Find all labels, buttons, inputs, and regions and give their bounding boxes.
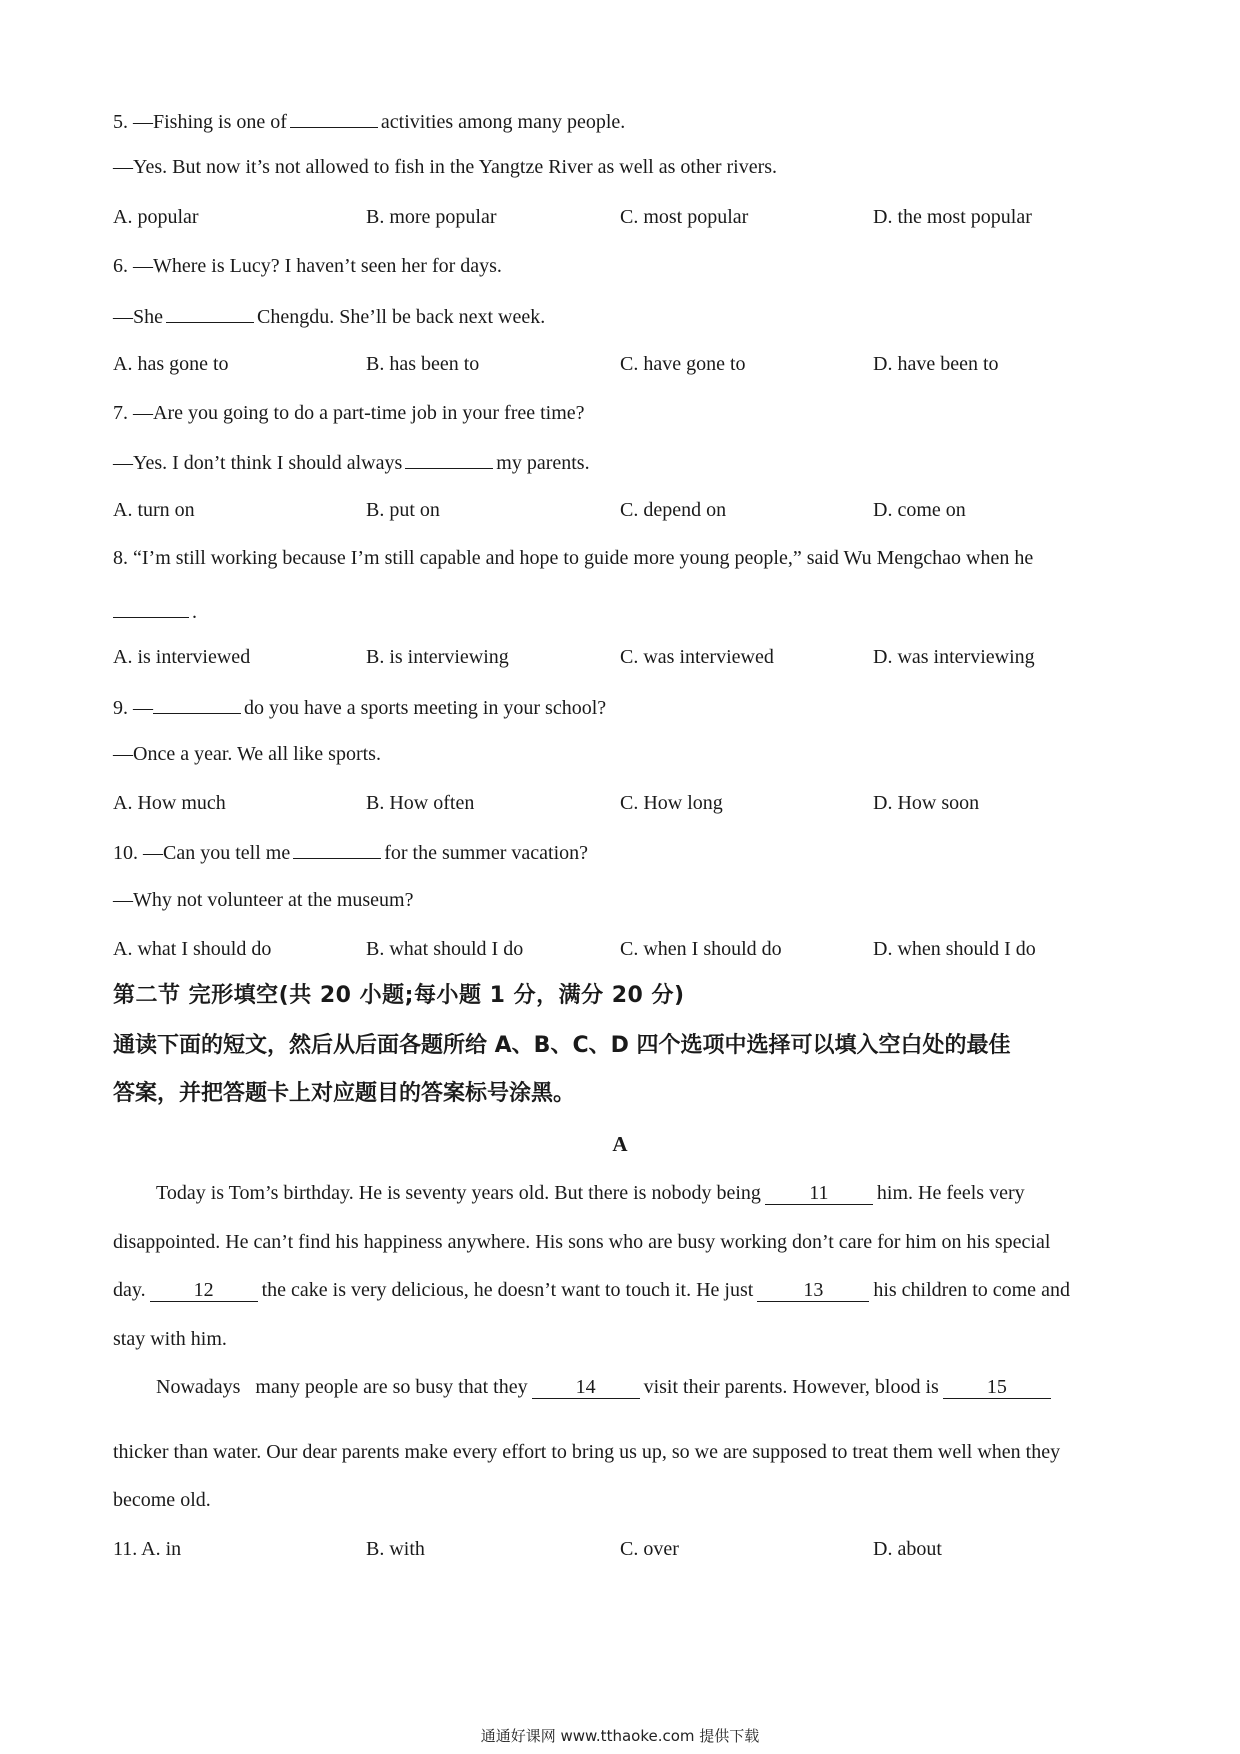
question-10-reply: —Why not volunteer at the museum? — [113, 889, 414, 911]
question-6-stem: 6. —Where is Lucy? I haven’t seen her for days. — [113, 255, 502, 277]
question-6-options — [113, 352, 1123, 376]
q9-stem-pre: 9. — — [113, 697, 153, 719]
q7-option-b: B. put on — [366, 499, 440, 521]
question-8-options — [113, 645, 1123, 669]
q6-blank — [166, 303, 254, 323]
question-5-reply: —Yes. But now it’s not allowed to fish in the Yangtze River as well as other rivers. — [113, 156, 778, 178]
question-8-stem: 8. “I’m still working because I’m still capable and hope to guide more young people,” said Wu Mengchao when he — [113, 547, 1034, 569]
question-6-reply — [113, 303, 545, 329]
q7-reply-post: my parents. — [496, 452, 590, 474]
blank-13: 13 — [757, 1279, 869, 1302]
q7-option-d: D. come on — [873, 499, 966, 521]
passage-p2-line-1 — [156, 1375, 1055, 1399]
passage-p1-line-2: disappointed. He can’t find his happiness anywhere. His sons who are busy working don’t care for him on his special — [113, 1231, 1051, 1253]
q8-option-a: A. is interviewed — [113, 646, 251, 668]
q11-option-a: 11. A. in — [113, 1538, 182, 1560]
question-7-stem: 7. —Are you going to do a part-time job in your free time? — [113, 402, 585, 424]
question-7-options — [113, 498, 1123, 522]
q5-option-a: A. popular — [113, 206, 199, 228]
question-8-blank-line — [113, 598, 197, 624]
q5-option-c: C. most popular — [620, 206, 749, 228]
p1-l3-mid: the cake is very delicious, he doesn’t want to touch it. He just — [261, 1279, 754, 1301]
q6-option-c: C. have gone to — [620, 353, 746, 375]
q7-blank — [405, 449, 493, 469]
q10-stem-post: for the summer vacation? — [384, 842, 589, 864]
q5-stem-post: activities among many people. — [380, 111, 626, 133]
p1-l1-pre: Today is Tom’s birthday. He is seventy years old. But there is nobody being — [156, 1182, 761, 1204]
q6-option-a: A. has gone to — [113, 353, 229, 375]
question-5-options — [113, 205, 1123, 229]
q5-option-b: B. more popular — [366, 206, 497, 228]
question-7-reply — [113, 449, 590, 475]
q10-option-c: C. when I should do — [620, 938, 782, 960]
section-2-instruction-line-1: 通读下面的短文，然后从后面各题所给 A、B、C、D 四个选项中选择可以填入空白处的最佳 — [113, 1033, 1011, 1058]
passage-p2-line-2: thicker than water. Our dear parents make every effort to bring us up, so we are supposed to treat them well when they — [113, 1441, 1061, 1463]
q9-option-a: A. How much — [113, 792, 226, 814]
q10-option-b: B. what should I do — [366, 938, 524, 960]
passage-p2-line-3: become old. — [113, 1489, 211, 1511]
question-9-options — [113, 791, 1123, 815]
q6-option-d: D. have been to — [873, 353, 999, 375]
q10-stem-pre: 10. —Can you tell me — [113, 842, 291, 864]
q8-option-d: D. was interviewing — [873, 646, 1035, 668]
q5-stem-pre: 5. —Fishing is one of — [113, 111, 287, 133]
q10-option-a: A. what I should do — [113, 938, 272, 960]
q6-reply-post: Chengdu. She’ll be back next week. — [257, 306, 546, 328]
section-2-heading: 第二节 完形填空(共 20 小题;每小题 1 分，满分 20 分) — [113, 983, 685, 1008]
q5-option-d: D. the most popular — [873, 206, 1032, 228]
q5-blank — [290, 108, 378, 128]
q11-option-d: D. about — [873, 1538, 942, 1560]
passage-title: A — [612, 1132, 628, 1156]
passage-p1-line-1 — [156, 1181, 1025, 1205]
q9-option-b: B. How often — [366, 792, 475, 814]
q11-option-b: B. with — [366, 1538, 425, 1560]
p2-l1-mid: visit their parents. However, blood is — [643, 1376, 939, 1398]
q8-blank — [113, 598, 189, 618]
question-10-stem — [113, 839, 588, 865]
blank-12: 12 — [150, 1279, 258, 1302]
q9-blank — [153, 694, 241, 714]
q6-option-b: B. has been to — [366, 353, 480, 375]
q7-reply-pre: —Yes. I don’t think I should always — [113, 452, 403, 474]
blank-14: 14 — [532, 1376, 640, 1399]
page-footer: 通通好课网 www.tthaoke.com 提供下载 — [480, 1727, 760, 1745]
q9-option-d: D. How soon — [873, 792, 980, 814]
p2-l1-pre: Nowadays many people are so busy that they — [156, 1376, 528, 1398]
q9-option-c: C. How long — [620, 792, 723, 814]
q7-option-a: A. turn on — [113, 499, 195, 521]
p1-l3-pre: day. — [113, 1279, 146, 1301]
question-11-options — [113, 1537, 1123, 1561]
q8-tail: . — [192, 601, 197, 623]
question-9-reply: —Once a year. We all like sports. — [113, 743, 381, 765]
p1-l3-post: his children to come and — [873, 1279, 1070, 1301]
q9-stem-post: do you have a sports meeting in your school? — [244, 697, 607, 719]
q7-option-c: C. depend on — [620, 499, 727, 521]
q8-option-c: C. was interviewed — [620, 646, 774, 668]
question-5-stem — [113, 108, 625, 134]
q10-blank — [293, 839, 381, 859]
question-9-stem — [113, 694, 606, 720]
blank-15: 15 — [943, 1376, 1051, 1399]
p1-l1-post: him. He feels very — [876, 1182, 1025, 1204]
blank-11: 11 — [765, 1182, 873, 1205]
q10-option-d: D. when should I do — [873, 938, 1036, 960]
q11-option-c: C. over — [620, 1538, 679, 1560]
section-2-instruction-line-2: 答案，并把答题卡上对应题目的答案标号涂黑。 — [113, 1081, 576, 1106]
passage-p1-line-4: stay with him. — [113, 1328, 227, 1350]
q8-option-b: B. is interviewing — [366, 646, 509, 668]
q6-reply-pre: —She — [113, 306, 163, 328]
question-10-options — [113, 937, 1123, 961]
passage-p1-line-3 — [113, 1278, 1070, 1302]
